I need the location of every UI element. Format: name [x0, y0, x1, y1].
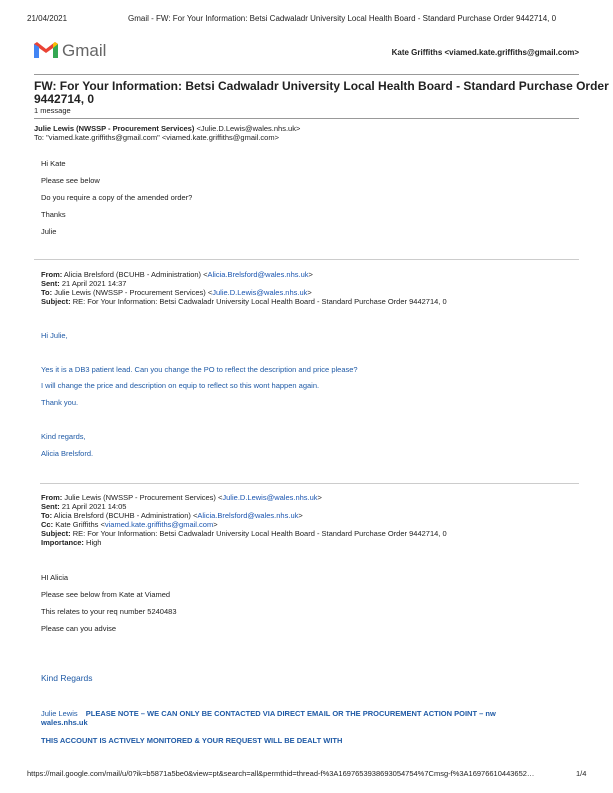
quoted2-body-line: Please see below from Kate at Viamed — [41, 590, 171, 599]
quoted1-to — [41, 288, 312, 297]
quoted2-to — [41, 511, 303, 520]
cc-email-link[interactable]: viamed.kate.griffiths@gmail.com — [104, 520, 214, 529]
body-line: Thanks — [41, 210, 66, 219]
signature-name: Julie Lewis — [41, 709, 78, 718]
message-to: To: "viamed.kate.griffiths@gmail.com" <viamed.kate.griffiths@gmail.com> — [34, 133, 279, 142]
message-from-name: Julie Lewis (NWSSP - Procurement Services) — [34, 124, 195, 133]
from-text: Alicia Brelsford (BCUHB - Administration) < — [63, 270, 208, 279]
header-divider — [34, 74, 579, 75]
subject-value: RE: For Your Information: Betsi Cadwaladr University Local Health Board - Standard Purchase Order 9442714, 0 — [72, 529, 447, 538]
quote-divider — [40, 483, 579, 484]
quoted1-body-line: Kind regards, — [41, 432, 86, 441]
to-label: To: — [41, 288, 53, 297]
quoted2-body-line: This relates to your req number 5240483 — [41, 607, 177, 616]
quoted2-from — [41, 493, 322, 502]
account-label: Kate Griffiths <viamed.kate.griffiths@gmail.com> — [391, 48, 579, 57]
sent-value: 21 April 2021 14:05 — [61, 502, 127, 511]
quote-divider — [34, 259, 579, 260]
from-close: > — [308, 270, 313, 279]
gmail-logo-text: Gmail — [62, 41, 107, 60]
quoted1-body-line: I will change the price and description on equip to reflect so this wont happen again. — [41, 381, 320, 390]
quoted1-body-line: Yes it is a DB3 patient lead. Can you change the PO to reflect the description and price please? — [41, 365, 358, 374]
signature-monitored: THIS ACCOUNT IS ACTIVELY MONITORED & YOUR REQUEST WILL BE DEALT WITH — [41, 736, 343, 745]
body-line: Please see below — [41, 176, 100, 185]
quoted1-sent — [41, 279, 126, 288]
subject-label: Subject: — [41, 529, 71, 538]
quoted2-importance — [41, 538, 101, 547]
to-close: > — [298, 511, 303, 520]
thread-subject-line2: 9442714, 0 — [34, 92, 95, 106]
quoted1-body-line: Alicia Brelsford. — [41, 449, 94, 458]
kind-regards: Kind Regards — [41, 673, 93, 683]
from-email-link[interactable]: Julie.D.Lewis@wales.nhs.uk — [222, 493, 318, 502]
to-text: Alicia Brelsford (BCUHB - Administration) < — [53, 511, 198, 520]
importance-value: High — [86, 538, 102, 547]
body-line: Julie — [41, 227, 57, 236]
gmail-logo-icon — [34, 41, 58, 59]
cc-text: Kate Griffiths < — [55, 520, 105, 529]
quoted1-body-line: Hi Julie, — [41, 331, 68, 340]
print-title: Gmail - FW: For Your Information: Betsi Cadwaladr University Local Health Board - Standard Purchase Order 9442714, 0 — [128, 14, 557, 23]
thread-subject-line1: FW: For Your Information: Betsi Cadwaladr University Local Health Board - Standard Purchase Order — [34, 79, 609, 93]
subject-divider — [34, 118, 579, 119]
from-text: Julie Lewis (NWSSP - Procurement Services) < — [64, 493, 223, 502]
from-close: > — [317, 493, 322, 502]
quoted2-body-line: HI Alicia — [41, 573, 69, 582]
signature-notice: PLEASE NOTE – WE CAN ONLY BE CONTACTED VIA DIRECT EMAIL OR THE PROCUREMENT ACTION POINT – nw — [85, 709, 496, 718]
cc-label: Cc: — [41, 520, 54, 529]
message-from — [34, 124, 300, 133]
to-email-link[interactable]: Alicia.Brelsford@wales.nhs.uk — [197, 511, 299, 520]
sent-label: Sent: — [41, 279, 60, 288]
to-close: > — [307, 288, 312, 297]
importance-label: Importance: — [41, 538, 84, 547]
body-line: Hi Kate — [41, 159, 66, 168]
to-label: To: — [41, 511, 53, 520]
signature-line — [41, 709, 586, 718]
subject-label: Subject: — [41, 297, 71, 306]
thread-subject — [34, 80, 609, 106]
to-text: Julie Lewis (NWSSP - Procurement Services) < — [54, 288, 213, 297]
signature-notice-cont: wales.nhs.uk — [41, 718, 88, 727]
subject-value: RE: For Your Information: Betsi Cadwaladr University Local Health Board - Standard Purchase Order 9442714, 0 — [72, 297, 447, 306]
quoted2-sent — [41, 502, 126, 511]
print-date: 21/04/2021 — [27, 14, 68, 23]
from-label: From: — [41, 493, 63, 502]
print-footer-url: https://mail.google.com/mail/u/0?ik=b5871a5be0&view=pt&search=all&permthid=thread-f%3A1697653938693054754%7Cmsg-f%3A16976610443652… — [27, 769, 535, 778]
print-footer-page: 1/4 — [576, 769, 587, 778]
quoted1-from — [41, 270, 313, 279]
quoted1-body-line: Thank you. — [41, 398, 79, 407]
sent-value: 21 April 2021 14:37 — [61, 279, 127, 288]
message-count: 1 message — [34, 106, 71, 115]
body-line: Do you require a copy of the amended order? — [41, 193, 193, 202]
quoted2-cc — [41, 520, 218, 529]
message-from-email: <Julie.D.Lewis@wales.nhs.uk> — [196, 124, 301, 133]
from-label: From: — [41, 270, 63, 279]
quoted1-subject — [41, 297, 447, 306]
quoted2-subject — [41, 529, 447, 538]
cc-close: > — [213, 520, 218, 529]
from-email-link[interactable]: Alicia.Brelsford@wales.nhs.uk — [207, 270, 309, 279]
sent-label: Sent: — [41, 502, 60, 511]
to-email-link[interactable]: Julie.D.Lewis@wales.nhs.uk — [212, 288, 308, 297]
quoted2-body-line: Please can you advise — [41, 624, 117, 633]
